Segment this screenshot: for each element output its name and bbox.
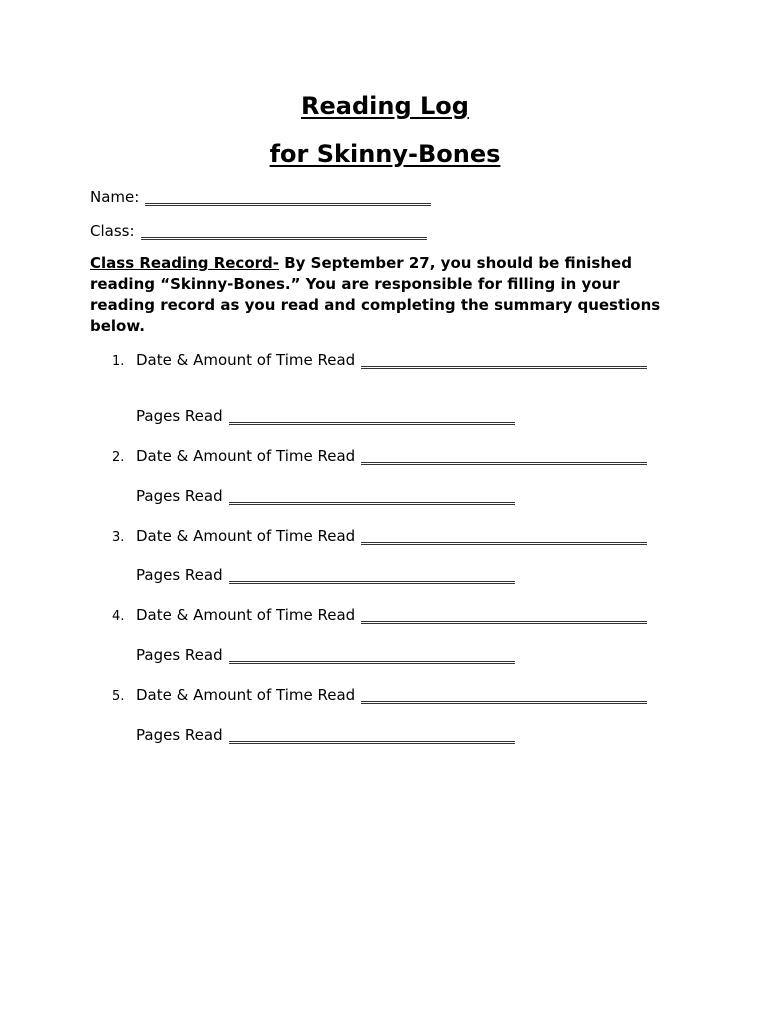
- date-time-blank-line[interactable]: [361, 541, 647, 545]
- date-time-blank-line[interactable]: [361, 365, 647, 369]
- date-time-label: Date & Amount of Time Read: [136, 527, 356, 545]
- entry-2-date-row: [112, 447, 647, 465]
- entry-4-pages-row: [136, 646, 515, 664]
- pages-read-blank-line[interactable]: [229, 580, 515, 584]
- name-label: Name:: [90, 188, 140, 206]
- entry-2-pages-row: [136, 487, 515, 505]
- entry-1-date-row: [112, 351, 647, 369]
- date-time-label: Date & Amount of Time Read: [136, 686, 356, 704]
- pages-read-blank-line[interactable]: [229, 501, 515, 505]
- date-time-blank-line[interactable]: [361, 700, 647, 704]
- pages-read-label: Pages Read: [136, 726, 223, 744]
- entry-number: 5.: [112, 689, 125, 704]
- pages-read-label: Pages Read: [136, 407, 223, 425]
- entry-number: 1.: [112, 354, 125, 369]
- name-blank-line[interactable]: [145, 202, 431, 206]
- entry-number: 2.: [112, 450, 125, 465]
- entry-5-date-row: [112, 686, 647, 704]
- pages-read-label: Pages Read: [136, 566, 223, 584]
- date-time-blank-line[interactable]: [361, 620, 647, 624]
- class-label: Class:: [90, 222, 135, 240]
- page-title: Reading Log: [301, 92, 469, 120]
- entry-number: 3.: [112, 530, 125, 545]
- page-subtitle: for Skinny-Bones: [269, 140, 501, 168]
- pages-read-blank-line[interactable]: [229, 660, 515, 664]
- date-time-label: Date & Amount of Time Read: [136, 351, 356, 369]
- class-field[interactable]: [90, 222, 427, 240]
- pages-read-label: Pages Read: [136, 646, 223, 664]
- instructions-lead: Class Reading Record-: [90, 254, 279, 272]
- entry-4-date-row: [112, 606, 647, 624]
- instructions-paragraph: [90, 253, 680, 337]
- entry-5-pages-row: [136, 726, 515, 744]
- pages-read-blank-line[interactable]: [229, 740, 515, 744]
- entry-1-pages-row: [136, 407, 515, 425]
- pages-read-label: Pages Read: [136, 487, 223, 505]
- pages-read-blank-line[interactable]: [229, 421, 515, 425]
- date-time-blank-line[interactable]: [361, 461, 647, 465]
- entry-3-date-row: [112, 527, 647, 545]
- entry-3-pages-row: [136, 566, 515, 584]
- entry-number: 4.: [112, 609, 125, 624]
- date-time-label: Date & Amount of Time Read: [136, 606, 356, 624]
- date-time-label: Date & Amount of Time Read: [136, 447, 356, 465]
- instructions-text: By September 27, you should be finished reading “Skinny-Bones.” You are responsible for filling in your reading record as you read and completing the summary questions below.: [90, 254, 661, 335]
- name-field[interactable]: [90, 188, 431, 206]
- class-blank-line[interactable]: [141, 236, 427, 240]
